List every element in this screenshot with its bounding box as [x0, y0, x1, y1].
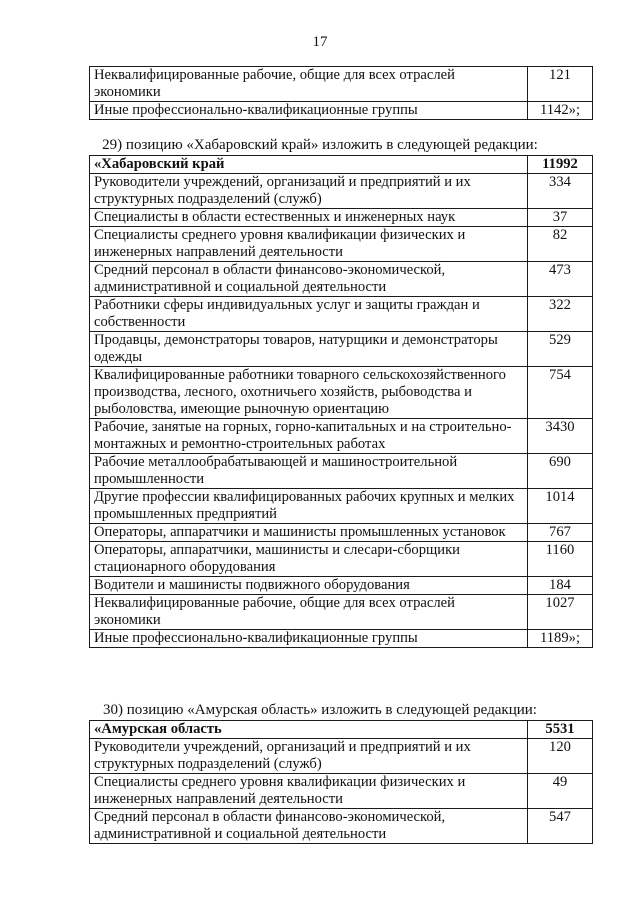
row-value: 120 [528, 739, 593, 774]
row-label: Другие профессии квалифицированных рабочих крупных и мелких промышленных предприятий [90, 489, 528, 524]
row-value: 322 [528, 297, 593, 332]
row-value: 529 [528, 332, 593, 367]
row-value: 690 [528, 454, 593, 489]
page-number: 17 [312, 34, 328, 50]
table-row [90, 454, 593, 489]
row-label: Иные профессионально-квалификационные группы [90, 630, 528, 648]
region-name: «Амурская область [90, 721, 528, 739]
row-label: Средний персонал в области финансово-экономической, административной и социальной деятельности [90, 809, 528, 844]
table-row [90, 595, 593, 630]
row-label: Иные профессионально-квалификационные группы [90, 102, 528, 120]
table-row [90, 542, 593, 577]
row-label: Специалисты среднего уровня квалификации физических и инженерных направлений деятельности [90, 227, 528, 262]
row-value: 1014 [528, 489, 593, 524]
table-row [90, 774, 593, 809]
row-value: 547 [528, 809, 593, 844]
row-value: 49 [528, 774, 593, 809]
row-label: Специалисты в области естественных и инженерных наук [90, 209, 528, 227]
table-row [90, 332, 593, 367]
row-label: Руководители учреждений, организаций и предприятий и их структурных подразделений (служб) [90, 739, 528, 774]
table-row [90, 489, 593, 524]
row-value: 82 [528, 227, 593, 262]
table-row [90, 227, 593, 262]
row-value: 3430 [528, 419, 593, 454]
table-row [90, 209, 593, 227]
table-khabarovsk [89, 155, 593, 648]
row-value: 121 [528, 67, 593, 102]
table-row [90, 262, 593, 297]
table-header-row [90, 721, 593, 739]
table-row [90, 67, 593, 102]
row-label: Рабочие, занятые на горных, горно-капитальных и на строительно-монтажных и ремонтно-строительных работах [90, 419, 528, 454]
region-total: 5531 [528, 721, 593, 739]
table-row [90, 297, 593, 332]
table-continuation [89, 66, 593, 120]
row-label: Руководители учреждений, организаций и предприятий и их структурных подразделений (служб) [90, 174, 528, 209]
table-header-row [90, 156, 593, 174]
table-row [90, 524, 593, 542]
row-label: Работники сферы индивидуальных услуг и защиты граждан и собственности [90, 297, 528, 332]
table-row [90, 174, 593, 209]
row-value: 473 [528, 262, 593, 297]
row-value: 1189»; [528, 630, 593, 648]
table-row [90, 367, 593, 419]
table-row [90, 809, 593, 844]
region-name: «Хабаровский край [90, 156, 528, 174]
row-value: 1142»; [528, 102, 593, 120]
table-row [90, 577, 593, 595]
row-value: 1027 [528, 595, 593, 630]
row-label: Операторы, аппаратчики и машинисты промышленных установок [90, 524, 528, 542]
table-row [90, 102, 593, 120]
row-value: 184 [528, 577, 593, 595]
table-row [90, 419, 593, 454]
row-value: 767 [528, 524, 593, 542]
row-value: 37 [528, 209, 593, 227]
row-value: 754 [528, 367, 593, 419]
row-label: Рабочие металлообрабатывающей и машиностроительной промышленности [90, 454, 528, 489]
paragraph-29: 29) позицию «Хабаровский край» изложить в следующей редакции: [102, 137, 538, 153]
row-label: Неквалифицированные рабочие, общие для всех отраслей экономики [90, 67, 528, 102]
row-label: Квалифицированные работники товарного сельскохозяйственного производства, лесного, охотничьего хозяйств, рыбоводства и рыболовства, имеющие рыночную ориентацию [90, 367, 528, 419]
row-value: 1160 [528, 542, 593, 577]
region-total: 11992 [528, 156, 593, 174]
row-label: Операторы, аппаратчики, машинисты и слесари-сборщики стационарного оборудования [90, 542, 528, 577]
paragraph-30: 30) позицию «Амурская область» изложить в следующей редакции: [103, 702, 537, 718]
row-label: Продавцы, демонстраторы товаров, натурщики и демонстраторы одежды [90, 332, 528, 367]
table-row [90, 630, 593, 648]
row-value: 334 [528, 174, 593, 209]
table-amur [89, 720, 593, 844]
row-label: Неквалифицированные рабочие, общие для всех отраслей экономики [90, 595, 528, 630]
row-label: Специалисты среднего уровня квалификации физических и инженерных направлений деятельности [90, 774, 528, 809]
row-label: Водители и машинисты подвижного оборудования [90, 577, 528, 595]
table-row [90, 739, 593, 774]
row-label: Средний персонал в области финансово-экономической, административной и социальной деятельности [90, 262, 528, 297]
